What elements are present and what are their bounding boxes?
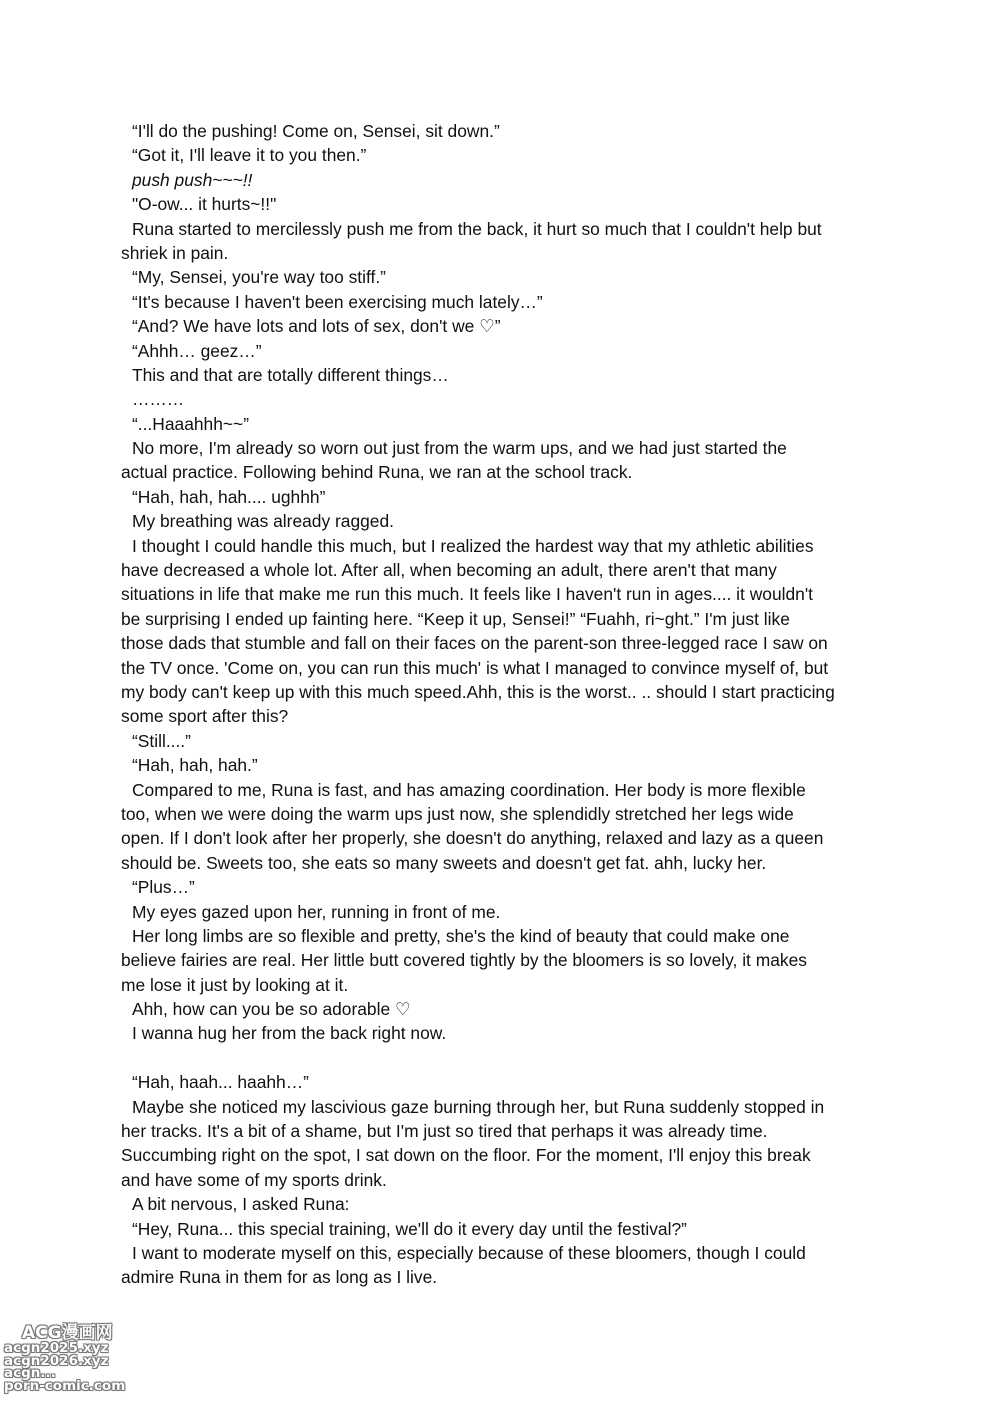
text-line: “And? We have lots and lots of sex, don't we ♡” — [132, 316, 501, 337]
text-line: “Ahhh… geez…” — [132, 340, 262, 361]
text-line: be surprising I ended up fainting here. “Keep it up, Sensei!” “Fuahh, ri~ght.” I'm just like — [121, 608, 790, 629]
text-line: “My, Sensei, you're way too stiff.” — [132, 267, 386, 288]
watermark-url: porn-comic.com — [4, 1377, 126, 1394]
text-line: have decreased a whole lot. After all, when becoming an adult, there aren't that many — [121, 560, 777, 581]
blank-line — [121, 1046, 881, 1070]
watermark-url: acgn... — [4, 1365, 56, 1381]
document-body — [121, 119, 881, 1290]
text-line: open. If I don't look after her properly, she doesn't do anything, relaxed and lazy as a queen — [121, 828, 824, 849]
text-line: “Got it, I'll leave it to you then.” — [132, 145, 367, 166]
text-line: Runa started to mercilessly push me from the back, it hurt so much that I couldn't help but — [132, 218, 822, 239]
text-line: I thought I could handle this much, but I realized the hardest way that my athletic abilities — [132, 535, 814, 556]
text-line: Her long limbs are so flexible and pretty, she's the kind of beauty that could make one — [132, 925, 790, 946]
text-line: some sport after this? — [121, 706, 289, 727]
text-line: A bit nervous, I asked Runa: — [132, 1194, 350, 1215]
text-line: Ahh, how can you be so adorable ♡ — [132, 999, 411, 1020]
text-line: actual practice. Following behind Runa, we ran at the school track. — [121, 462, 633, 483]
text-line: My eyes gazed upon her, running in front of me. — [132, 901, 501, 922]
text-line: those dads that stumble and fall on their faces on the parent-son three-legged race I saw on — [121, 633, 828, 654]
text-line: push push~~~!! — [132, 169, 253, 190]
text-line: "O-ow... it hurts~!!" — [132, 194, 277, 215]
text-line: Compared to me, Runa is fast, and has amazing coordination. Her body is more flexible — [132, 779, 806, 800]
text-line: My breathing was already ragged. — [132, 511, 394, 532]
text-line: “I'll do the pushing! Come on, Sensei, sit down.” — [132, 121, 500, 141]
text-line: I wanna hug her from the back right now. — [132, 1023, 447, 1044]
text-line: my body can't keep up with this much speed.Ahh, this is the worst.. .. should I start practicing — [121, 681, 835, 702]
text-line: situations in life that make me run this much. It feels like I haven't run in ages.... it wouldn't — [121, 584, 813, 605]
text-line: shriek in pain. — [121, 242, 229, 263]
text-line: me lose it just by looking at it. — [121, 974, 349, 995]
text-line: her tracks. It's a bit of a shame, but I'm just so tired that perhaps it was already time. — [121, 1121, 768, 1142]
text-line: believe fairies are real. Her little butt covered tightly by the bloomers is so lovely, it makes — [121, 950, 807, 971]
text-line: “Hah, haah... haahh…” — [132, 1072, 309, 1093]
text-line: and have some of my sports drink. — [121, 1169, 387, 1190]
text-line: should be. Sweets too, she eats so many sweets and doesn't get fat. ahh, lucky her. — [121, 852, 767, 873]
watermark-title: ACG漫画网 — [22, 1323, 113, 1343]
text-line: “Hey, Runa... this special training, we'll do it every day until the festival?” — [132, 1218, 687, 1239]
text-line: “Plus…” — [132, 877, 195, 898]
text-line: This and that are totally different things… — [132, 364, 449, 385]
text-line: ……… — [132, 389, 185, 410]
text-line: Succumbing right on the spot, I sat down on the floor. For the moment, I'll enjoy this break — [121, 1145, 811, 1166]
text-line: “It's because I haven't been exercising much lately…” — [132, 291, 543, 312]
watermark-url: acgn2025.xyz — [4, 1340, 109, 1356]
text-line: Maybe she noticed my lascivious gaze burning through her, but Runa suddenly stopped in — [132, 1096, 825, 1117]
site-watermark — [4, 1324, 125, 1392]
text-line: “Hah, hah, hah.... ughhh” — [132, 486, 326, 507]
text-line: “Still....” — [132, 730, 191, 751]
text-line: “...Haaahhh~~” — [132, 413, 249, 434]
watermark-url: acgn2026.xyz — [4, 1352, 109, 1369]
text-line: No more, I'm already so worn out just from the warm ups, and we had just started the — [132, 438, 787, 459]
text-line: “Hah, hah, hah.” — [132, 755, 258, 776]
text-line: too, when we were doing the warm ups just now, she splendidly stretched her legs wide — [121, 803, 794, 824]
text-line: admire Runa in them for as long as I live. — [121, 1267, 438, 1288]
text-line: the TV once. 'Come on, you can run this much' is what I managed to convince myself of, but — [121, 657, 829, 678]
text-line: I want to moderate myself on this, especially because of these bloomers, though I could — [132, 1242, 806, 1263]
